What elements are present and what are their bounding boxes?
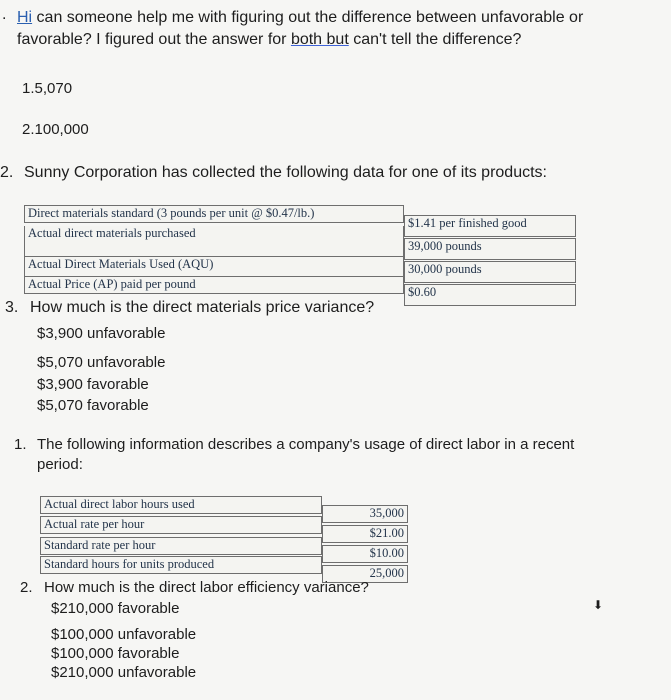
intro-bullet: . (2, 6, 7, 23)
intro-line-2-b: can't tell the difference? (348, 31, 522, 48)
section2-option-2[interactable]: $100,000 unfavorable (51, 626, 197, 643)
labor-label-0: Actual direct labor hours used (40, 496, 322, 514)
intro-line-1 (17, 9, 583, 27)
section2-option-1[interactable]: $210,000 favorable (51, 600, 180, 617)
labor-value-0: 35,000 (322, 505, 408, 523)
section1-question-number: 3. (5, 299, 19, 316)
intro-line-1-text: can someone help me with figuring out the difference between unfavorable or (32, 9, 584, 26)
hi-link[interactable]: Hi (17, 9, 33, 26)
materials-label-1: Actual direct materials purchased (24, 226, 404, 256)
intro-line-2-a: favorable? I figured out the answer for (17, 31, 291, 48)
materials-label-2: Actual Direct Materials Used (AQU) (24, 256, 404, 277)
labor-value-1: $21.00 (322, 525, 408, 543)
section1-option-4[interactable]: $5,070 favorable (37, 397, 149, 414)
materials-value-3: $0.60 (404, 284, 576, 306)
materials-value-1: 39,000 pounds (404, 238, 576, 260)
cursor-arrow-icon: ⬇ (593, 598, 604, 612)
both-but-link[interactable]: both but (290, 31, 349, 48)
section1-option-1[interactable]: $3,900 unfavorable (37, 325, 166, 342)
labor-label-2: Standard rate per hour (40, 537, 322, 555)
answer-2: 2.100,000 (22, 121, 89, 138)
section2-text-line-2: period: (37, 456, 83, 473)
section1-number: 2. (0, 164, 14, 181)
section2-question: How much is the direct labor efficiency variance? (44, 579, 369, 596)
answer-1: 1.5,070 (22, 80, 73, 97)
intro-line-2 (17, 31, 521, 49)
materials-label-3: Actual Price (AP) paid per pound (24, 277, 404, 294)
section2-option-3[interactable]: $100,000 favorable (51, 645, 180, 662)
labor-value-3: 25,000 (322, 565, 408, 583)
labor-label-3: Standard hours for units produced (40, 556, 322, 574)
materials-value-2: 30,000 pounds (404, 261, 576, 283)
materials-value-0: $1.41 per finished good (404, 215, 576, 237)
labor-value-2: $10.00 (322, 545, 408, 563)
section1-option-3[interactable]: $3,900 favorable (37, 376, 149, 393)
section1-question: How much is the direct materials price variance? (30, 299, 375, 316)
section2-option-4[interactable]: $210,000 unfavorable (51, 664, 197, 681)
section1-option-2[interactable]: $5,070 unfavorable (37, 354, 166, 371)
labor-label-1: Actual rate per hour (40, 516, 322, 534)
section2-question-number: 2. (20, 579, 33, 596)
section1-text: Sunny Corporation has collected the following data for one of its products: (24, 164, 547, 181)
section2-text-line-1: The following information describes a company's usage of direct labor in a recent (37, 436, 575, 453)
materials-label-0: Direct materials standard (3 pounds per unit @ $0.47/lb.) (24, 205, 404, 223)
section2-number: 1. (14, 436, 27, 453)
